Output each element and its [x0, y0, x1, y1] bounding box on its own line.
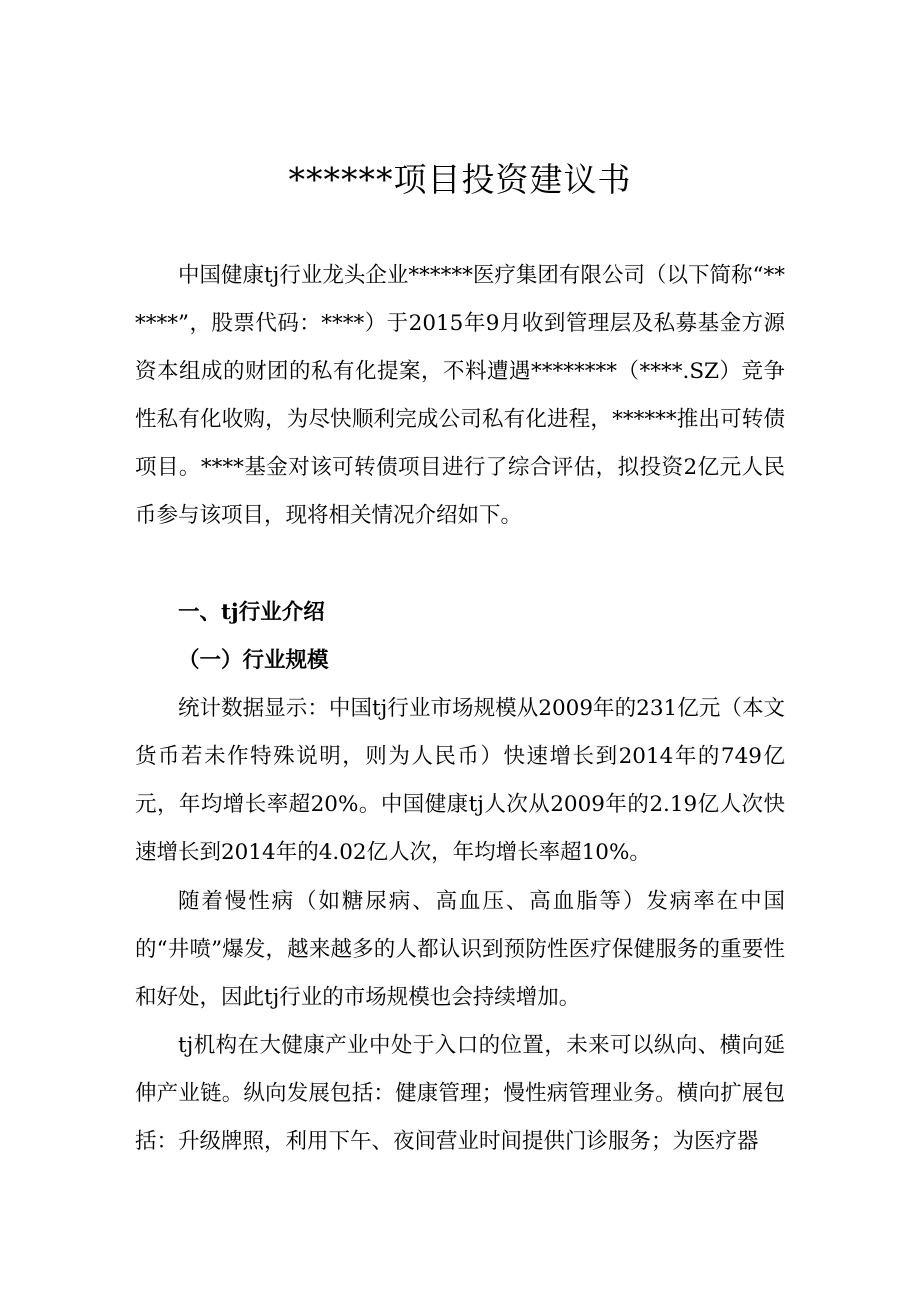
subsection-heading-industry-scale: （一）行业规模	[178, 648, 329, 673]
section-heading-industry-intro: 一、tj行业介绍	[178, 600, 325, 625]
chronic-disease-paragraph: 随着慢性病（如糖尿病、高血压、高血脂等）发病率在中国的“井喷”爆发，越来越多的人都认识到预防性医疗保健服务的重要性和好处，因此tj行业的市场规模也会持续增加。	[135, 889, 785, 1010]
document-title: ******项目投资建议书	[288, 160, 632, 199]
stats-paragraph: 统计数据显示：中国tj行业市场规模从2009年的231亿元（本文货币若未作特殊说明，则为人民币）快速增长到2014年的749亿元，年均增长率超20%。中国健康tj人次从2009年的2.19亿人次快速增长到2014年的4.02亿人次，年均增长率超10%。	[135, 696, 785, 865]
intro-paragraph: 中国健康tj行业龙头企业******医疗集团有限公司（以下简称“******”，股票代码：****）于2015年9月收到管理层及私募基金方源资本组成的财团的私有化提案，不料遭遇********（****.SZ）竞争性私有化收购，为尽快顺利完成公司私有化进程，******推出可转债项目。****基金对该可转债项目进行了综合评估，拟投资2亿元人民币参与该项目，现将相关情况介绍如下。	[135, 263, 785, 528]
industry-position-paragraph: tj机构在大健康产业中处于入口的位置，未来可以纵向、横向延伸产业链。纵向发展包括：健康管理；慢性病管理业务。横向扩展包括：升级牌照，利用下午、夜间营业时间提供门诊服务；为医疗器	[135, 1033, 785, 1154]
